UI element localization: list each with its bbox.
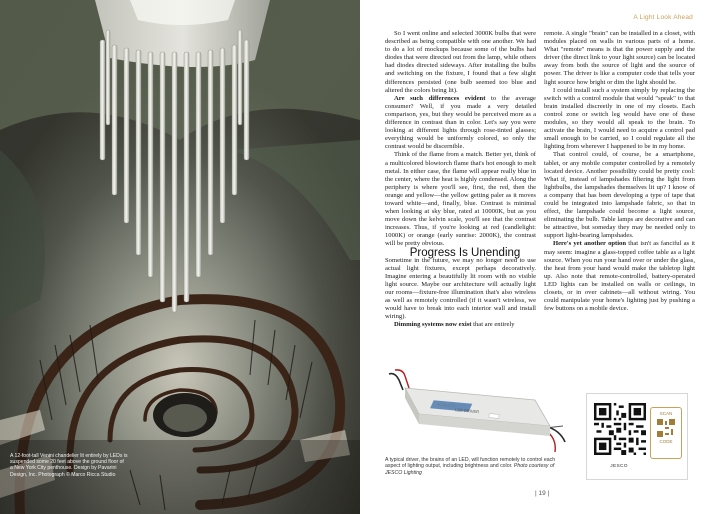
code-label: CODE bbox=[659, 439, 673, 444]
paragraph bbox=[544, 240, 695, 313]
lead-in: Are such differences evident bbox=[394, 94, 486, 102]
text-column-2 bbox=[544, 30, 695, 313]
brand-label: JESCO bbox=[610, 464, 628, 469]
text-column-1 bbox=[385, 30, 536, 329]
paragraph: remote. A single "brain" can be installed in a closet, with modules placed on walls in various parts of a home. What "remote" means is that the power supply and the driver (the direct link to your light source) can be located away from both the source of light and the source of power. The driver is like a computer code that tells your light source how bright or dim the light should be. bbox=[544, 30, 695, 86]
product-caption bbox=[385, 457, 565, 476]
paragraph: So I went online and selected 3000K bulbs that were described as being compatible with one another. We had to do a lot of mockups because some of the bulbs had diodes that were directed out from the lamp, while others had diodes directed sideways. After installing the bulbs and switching on the fixture, I found that a few slight differences persisted (one bulb seemed too blue and altered the colors being lit). bbox=[385, 30, 536, 94]
product-caption-credit: Photo courtesy of JESCO Lighting bbox=[385, 463, 555, 476]
paragraph: Think of the flame from a match. Better yet, think of a multicolored blowtorch flame that's hot enough to melt metal. In either case, the flame will appear really blue in the center, where the heat is highly condensed. Along the periphery is where you'll see, first, the red, then the orange and yellow—the yellow getting paler as it moves toward white—and, finally, blue. Contrast is minimal when looking at sky blue, rated at 10000K, but as you move down the kelvin scale, you'll see that the contrast increases. Thus, if you're looking at red (candlelight: 1000K) or orange (early sunrise: 2000K), the contrast will be pretty obvious. bbox=[385, 151, 536, 248]
paragraph-body: that isn't as fanciful as it may seem: imagine a glass-topped coffee table as a light source. When you run your hand over or under the glass, the heat from your hand would make the tabletop light up. Also note that remote-controlled, battery-operated LED lights can be installed on walls or ceilings, in closets, or in over cabinets—all without wiring. You could manipulate your home's lighting just by pushing a few buttons on a mobile device. bbox=[544, 240, 695, 313]
scan-code-badge bbox=[650, 407, 682, 459]
product-caption-text: A typical driver, the brains of an LED, will function remotely to control each aspect of lighting output, including brightness and color. bbox=[385, 457, 556, 470]
paragraph: That control could, of course, be a smartphone, tablet, or any mobile computer controlled by a remotely located device. Another possibility could be pretty cool: What if, instead of lampshades filtering the light from lightbulbs, the lampshades themselves lit up? I know of a company that has been developing a type of tape that could be integrated into lampshade fabric, so that in effect, the lampshade could become a light source, eliminating the bulb. Table lamps are decorative and can be attractive, but someday they may be needed only to support light-bearing lampshades. bbox=[544, 151, 695, 240]
lead-in: Dimming systems now exist bbox=[394, 321, 472, 329]
paragraph bbox=[385, 321, 536, 329]
qr-code-box[interactable] bbox=[586, 393, 688, 480]
paragraph bbox=[385, 95, 536, 152]
running-head: A Light Look Ahead bbox=[633, 14, 693, 21]
page-number: | 19 | bbox=[535, 490, 550, 497]
section-heading: Progress Is Unending bbox=[409, 246, 521, 259]
paragraph: Sometime in the future, we may no longer need to use actual light fixtures, except perhaps decoratively. Imagine entering a beautifully lit room with no visible light source. Maybe our architecture will actually light our rooms—fixture-free illumination that's also wireless as well as remotely controlled (if it wasn't wireless, we would have to break into each interior wall and install wiring). bbox=[385, 256, 536, 321]
lead-in: Here's yet another option bbox=[553, 240, 627, 248]
paragraph-body: to the average consumer? Well, if you made a very detailed comparison, yes, but they would be perceived more as a difference in contrast than in color. Let's say you were looking at different lights through rose-tinted glasses; everything would be uniformly colored, so only the contrast would be discernible. bbox=[385, 94, 536, 151]
svg-text:LED DRIVER: LED DRIVER bbox=[454, 407, 480, 415]
paragraph: I could install such a system simply by replacing the switch with a control module that would "speak" to that brain installed discreetly in one of my closets. Each control zone or switch leg would have one of these modules, so they would all speak to the brain. To activate the brain, I would need to acquire a control pad small enough to be carried, so I could regulate all the lighting from wherever I happened to be in my home. bbox=[544, 86, 695, 151]
mini-qr-icon bbox=[657, 419, 675, 437]
led-driver-image bbox=[385, 368, 575, 456]
article-page bbox=[360, 0, 720, 514]
led-driver-illustration bbox=[385, 368, 575, 456]
scan-label: SCAN bbox=[659, 411, 673, 416]
photo-caption: A 12-foot-tall Venini chandelier lit entirely by LEDs is suspended some 20 feet above the ground floor of a New York City penthouse. Design by Pavarini Design, Inc. Photograph © Marco Ricca Studio bbox=[10, 453, 128, 478]
svg-text:AC 100-277V: AC 100-277V bbox=[436, 402, 456, 408]
qr-code-icon[interactable] bbox=[594, 403, 646, 455]
paragraph-body: that are entirely bbox=[471, 321, 515, 329]
